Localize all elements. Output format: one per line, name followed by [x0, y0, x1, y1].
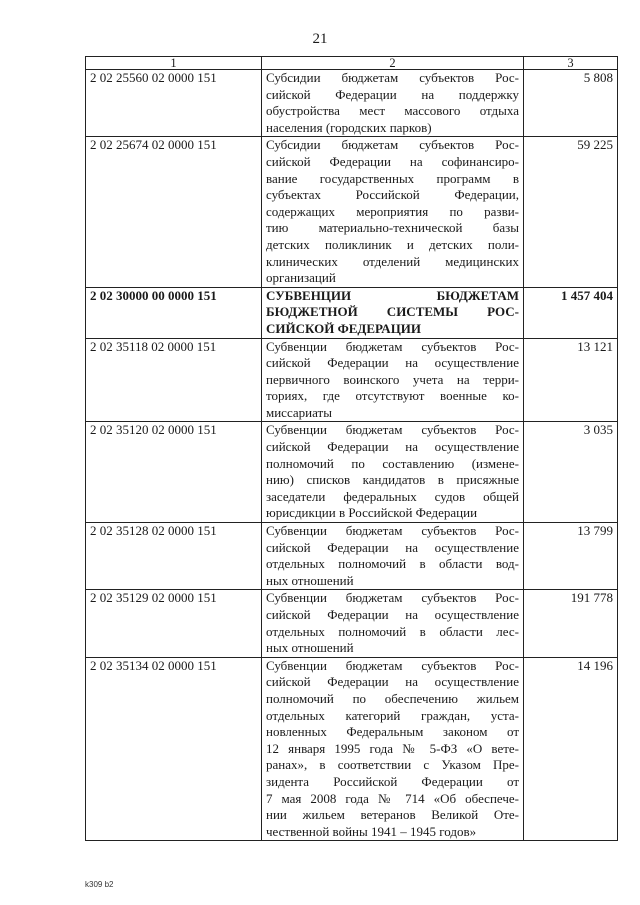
description-line: СУБВЕНЦИИ БЮДЖЕТАМ [266, 287, 519, 303]
description-line: миссариаты [266, 404, 332, 420]
budget-table [85, 56, 618, 841]
description-line: сийской Федерации на осуществление [266, 355, 519, 371]
description-line: ных отношений [266, 572, 354, 588]
description-line: ных отношений [266, 640, 354, 656]
amount-cell: 191 778 [524, 590, 618, 657]
description-line: Субсидии бюджетам субъектов Рос- [266, 70, 519, 85]
description-line: 7 мая 2008 года № 714 «Об обеспече- [266, 790, 519, 806]
amount-cell: 14 196 [524, 657, 618, 841]
table-row [86, 523, 618, 590]
description-cell [262, 590, 524, 657]
description-line: сийской Федерации на осуществление [266, 539, 519, 555]
description-line: СИЙСКОЙ ФЕДЕРАЦИИ [266, 320, 422, 336]
amount-cell: 59 225 [524, 137, 618, 287]
description-line: вание государственных программ в [266, 170, 519, 186]
budget-code-cell: 2 02 30000 00 0000 151 [86, 287, 262, 338]
table-row [86, 590, 618, 657]
description-line: сийской Федерации на поддержку [266, 86, 519, 102]
description-cell [262, 338, 524, 422]
description-line: тию материально-технической базы [266, 220, 519, 236]
table-row [86, 287, 618, 338]
description-line: отдельных полномочий в области вод- [266, 556, 519, 572]
description-line: населения (городских парков) [266, 119, 432, 135]
description-cell [262, 287, 524, 338]
description-cell [262, 137, 524, 287]
budget-code-cell: 2 02 35128 02 0000 151 [86, 523, 262, 590]
description-cell [262, 523, 524, 590]
budget-code-cell: 2 02 35129 02 0000 151 [86, 590, 262, 657]
description-line: новленных Федеральным законом от [266, 724, 519, 740]
description-line: юрисдикции в Российской Федерации [266, 505, 478, 521]
description-cell [262, 70, 524, 137]
description-line: сийской Федерации на осуществление [266, 674, 519, 690]
description-line: сийской Федерации на осуществление [266, 607, 519, 622]
description-line: субъектах Российской Федерации, [266, 187, 519, 203]
description-line: Субвенции бюджетам субъектов Рос- [266, 422, 519, 438]
column-header-2: 2 [262, 57, 524, 70]
description-line: 12 января 1995 года № 5-ФЗ «О вете- [266, 740, 519, 756]
amount-cell: 5 808 [524, 70, 618, 137]
description-line: обустройства мест массового отдыха [266, 103, 519, 119]
description-line: ранах», в соответствии с Указом Пре- [266, 757, 519, 773]
footer-mark: k309 b2 [85, 880, 114, 889]
description-line: чественной войны 1941 – 1945 годов» [266, 823, 477, 839]
amount-cell: 1 457 404 [524, 287, 618, 338]
description-line: полномочий по обеспечению жильем [266, 690, 519, 706]
description-line: организаций [266, 270, 336, 286]
description-line: первичного воинского учета на терри- [266, 371, 519, 387]
description-line: полномочий по составлению (измене- [266, 455, 519, 471]
description-line: Субвенции бюджетам субъектов Рос- [266, 657, 519, 673]
description-line: заседатели федеральных судов общей [266, 488, 519, 504]
column-header-1: 1 [86, 57, 262, 70]
table-row [86, 137, 618, 287]
budget-code-cell: 2 02 35134 02 0000 151 [86, 657, 262, 841]
description-line: Субвенции бюджетам субъектов Рос- [266, 338, 519, 354]
column-header-3: 3 [524, 57, 618, 70]
budget-code-cell: 2 02 35120 02 0000 151 [86, 422, 262, 523]
description-line: Субвенции бюджетам субъектов Рос- [266, 590, 519, 606]
budget-code-cell: 2 02 25674 02 0000 151 [86, 137, 262, 287]
amount-cell: 13 121 [524, 338, 618, 422]
description-line: сийской Федерации на осуществление [266, 439, 519, 455]
description-line: клинических отделений медицинских [266, 253, 519, 269]
description-line: ториях, где отсутствуют военные ко- [266, 388, 519, 404]
table-header-row [86, 57, 618, 70]
description-line: отдельных полномочий в области лес- [266, 623, 519, 639]
description-line: БЮДЖЕТНОЙ СИСТЕМЫ РОС- [266, 304, 519, 320]
description-line: детских поликлиник и детских поли- [266, 236, 519, 252]
budget-code-cell: 2 02 35118 02 0000 151 [86, 338, 262, 422]
page-number: 21 [312, 31, 328, 47]
budget-code-cell: 2 02 25560 02 0000 151 [86, 70, 262, 137]
table-row [86, 338, 618, 422]
description-line: отдельных категорий граждан, уста- [266, 707, 519, 723]
amount-cell: 13 799 [524, 523, 618, 590]
description-line: содержащих мероприятия по разви- [266, 203, 519, 219]
description-cell [262, 657, 524, 841]
description-line: сийской Федерации на софинансиро- [266, 153, 519, 169]
table-row [86, 422, 618, 523]
amount-cell: 3 035 [524, 422, 618, 523]
description-line: нию) списков кандидатов в присяжные [266, 472, 519, 488]
description-cell [262, 422, 524, 523]
description-line: Субвенции бюджетам субъектов Рос- [266, 523, 519, 539]
table-row [86, 70, 618, 137]
description-line: нии жильем ветеранов Великой Оте- [266, 807, 519, 823]
description-line: Субсидии бюджетам субъектов Рос- [266, 137, 519, 153]
table-row [86, 657, 618, 841]
description-line: зидента Российской Федерации от [266, 773, 519, 789]
